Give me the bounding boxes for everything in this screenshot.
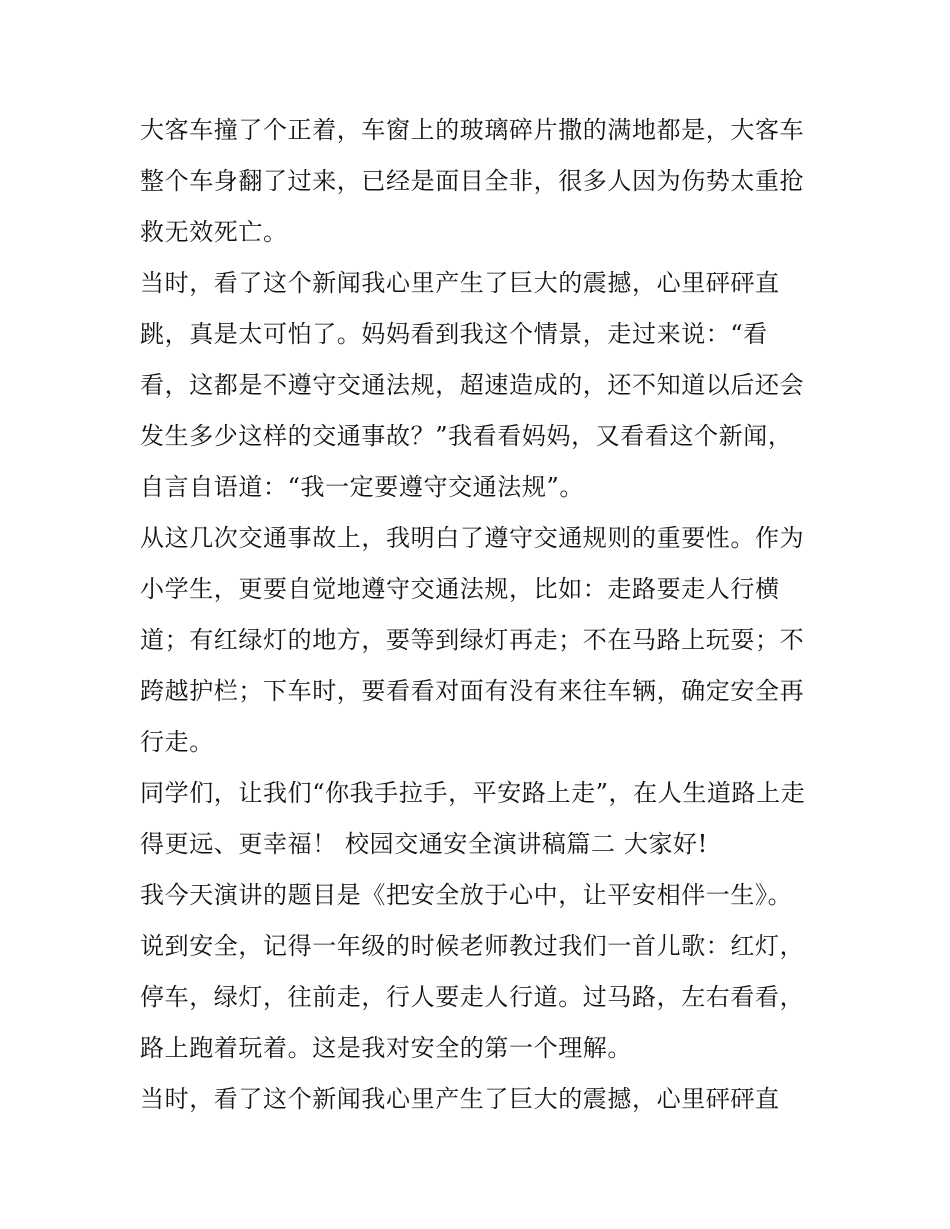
text-line: 大客车撞了个正着，车窗上的玻璃碎片撒的满地都是，大客车 [140,116,805,144]
text-line: 跳，真是太可怕了。妈妈看到我这个情景，走过来说：“看 [140,320,768,348]
text-line: 行走。 [140,728,214,756]
text-line: 整个车身翻了过来，已经是面目全非，很多人因为伤势太重抢 [140,167,805,195]
text-line: 跨越护栏；下车时，要看看对面有没有来往车辆，确定安全再 [140,677,805,705]
text-line: 说到安全，记得一年级的时候老师教过我们一首儿歌：红灯， [140,932,805,960]
text-line: 同学们，让我们“你我手拉手，平安路上走”，在人生道路上走 [140,779,806,807]
text-line: 当时，看了这个新闻我心里产生了巨大的震撼，心里砰砰直 [140,1085,780,1113]
text-line: 道；有红绿灯的地方，要等到绿灯再走；不在马路上玩耍；不 [140,626,805,654]
text-line: 看，这都是不遵守交通法规，超速造成的，还不知道以后还会 [140,371,805,399]
text-line: 得更远、更幸福！ 校园交通安全演讲稿篇二 大家好! [140,830,708,858]
text-line: 自言自语道：“我一定要遵守交通法规”。 [140,473,584,501]
text-line: 路上跑着玩着。这是我对安全的第一个理解。 [140,1034,632,1062]
text-line: 我今天演讲的题目是《把安全放于心中，让平安相伴一生》。 [140,881,793,909]
text-line: 小学生，更要自觉地遵守交通法规，比如：走路要走人行横 [140,575,780,603]
text-line: 当时，看了这个新闻我心里产生了巨大的震撼，心里砰砰直 [140,269,780,297]
text-line: 从这几次交通事故上，我明白了遵守交通规则的重要性。作为 [140,524,805,552]
text-line: 发生多少这样的交通事故？”我看看妈妈，又看看这个新闻， [140,422,793,450]
document-text-body [140,108,820,1128]
text-line: 救无效死亡。 [140,218,288,246]
text-line: 停车，绿灯，往前走，行人要走人行道。过马路，左右看看， [140,983,805,1011]
